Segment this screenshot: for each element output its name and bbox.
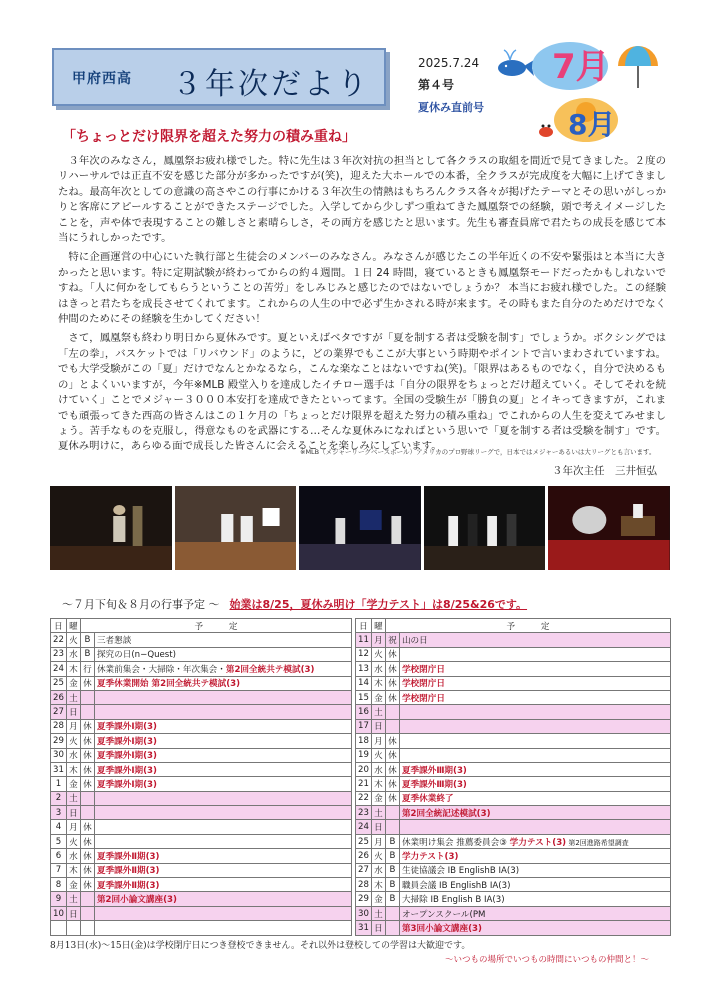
schedule-weekday: 水	[66, 748, 80, 762]
schedule-row	[51, 719, 352, 733]
schedule-row	[51, 878, 352, 892]
schedule-day: 28	[51, 719, 67, 733]
schedule-event	[94, 863, 351, 877]
schedule-day: 1	[51, 777, 67, 791]
col-header-day: 日	[51, 619, 67, 633]
schedule-event	[399, 705, 670, 719]
schedule-event	[399, 921, 670, 935]
schedule-weekday: 月	[66, 820, 80, 834]
schedule-event	[94, 834, 351, 848]
article-paragraph: 特に企画運営の中心にいた執行部と生徒会のメンバーのみなさん。みなさんが感じたこの半年近くの不安や緊張はと本当に大きかったと思います。特に定期試験が終わってからの約４週間。１日 24 時間，寝ているときも鳳凰祭モードだったかもしれないですね。「人に何かをしてもらうということの苦労」をしみじみと感じたのではないでしょうか？ 本当にお疲れ様でした。この経験はきっと君たちを成長させてくれてます。これからの人生の中で必ず生かされる時が来ます。その時もまた自分のためだけでなく仲間のためにその経験を生かしてください！	[58, 251, 666, 326]
schedule-row	[51, 806, 352, 820]
schedule-day: 2	[51, 791, 67, 805]
schedule-event	[94, 777, 351, 791]
schedule-weekday: 金	[371, 791, 385, 805]
schedule-type	[80, 705, 94, 719]
schedule-event	[399, 647, 670, 661]
issue-subtitle: 夏休み直前号	[418, 101, 484, 114]
month-august-label: 8月	[568, 108, 616, 141]
event-highlight: 夏季課外Ⅰ期(3)	[96, 722, 157, 733]
schedule-row	[356, 748, 671, 762]
schedule-weekday: 土	[371, 705, 385, 719]
schedule-row	[356, 892, 671, 906]
schedule-row	[51, 777, 352, 791]
schedule-type: 休	[385, 662, 399, 676]
masthead-banner	[52, 48, 386, 106]
schedule-row	[356, 719, 671, 733]
newsletter-title: ３年次だより	[172, 67, 370, 102]
schedule-day: 30	[356, 906, 372, 920]
event-highlight: 夏季課外Ⅱ期(3)	[96, 851, 160, 862]
schedule-day: 31	[356, 921, 372, 935]
schedule-event	[399, 676, 670, 690]
col-header-plan: 予 定	[385, 619, 670, 633]
event-highlight: 学校閉庁日	[401, 693, 445, 704]
schedule-weekday: 火	[66, 633, 80, 647]
schedule-day: 26	[51, 690, 67, 704]
schedule-row	[51, 705, 352, 719]
schedule-row	[51, 690, 352, 704]
schedule-row	[51, 662, 352, 676]
schedule-event	[399, 806, 670, 820]
whale-icon	[498, 50, 534, 76]
event-highlight: 夏季休業開始 第2回全統共テ模試(3)	[96, 679, 241, 690]
event-text: 大掃除 IB English B IA(3)	[401, 895, 505, 906]
event-highlight: 夏季課外Ⅰ期(3)	[96, 736, 157, 747]
schedule-weekday: 土	[371, 906, 385, 920]
stage-photo	[299, 486, 421, 570]
schedule-row	[51, 647, 352, 661]
schedule-row	[356, 690, 671, 704]
schedule-weekday: 月	[371, 633, 385, 647]
schedule-event	[399, 820, 670, 834]
schedule-type	[80, 806, 94, 820]
event-highlight: 第2回全統共テ模試(3)	[225, 664, 315, 675]
closure-notice: 8月13日(水)～15日(金)は学校閉庁日につき登校できません。それ以外は登校しての学習は大歓迎です。	[50, 941, 471, 951]
schedule-event	[94, 690, 351, 704]
schedule-day: 23	[51, 647, 67, 661]
schedule-day: 14	[356, 676, 372, 690]
schedule-row	[356, 633, 671, 647]
event-extra: 第2回進路希望調査	[566, 838, 629, 847]
schedule-day: 24	[356, 820, 372, 834]
crab-icon	[539, 125, 553, 138]
schedule-type	[80, 791, 94, 805]
schedule-type: 休	[385, 734, 399, 748]
schedule-weekday: 火	[371, 647, 385, 661]
stage-photo	[175, 486, 297, 570]
schedule-event	[94, 719, 351, 733]
schedule-weekday: 火	[66, 734, 80, 748]
schedule-event	[94, 762, 351, 776]
schedule-row	[51, 921, 352, 935]
stage-photo	[424, 486, 546, 570]
schedule-type: 休	[385, 647, 399, 661]
photo-strip	[50, 486, 670, 570]
schedule-event	[94, 647, 351, 661]
stage-photo	[50, 486, 172, 570]
article-paragraph: さて，鳳凰祭も終わり明日から夏休みです。夏といえばベタですが「夏を制する者は受験を制す」でしょうか。ボクシングでは「左の拳」，バスケットでは「リバウンド」のように，どの業界でもここが大事という時期やポイントで言いまわされていますね。でも大学受験がこの「夏」だけでなんとかなるなら，こんな楽なことはないですね(笑)。「限界はあるものでなく，自分で決めるもの」とよくいいますが，今年※MLB 殿堂入りを達成したイチロー選手は「自分の限界をちょっとだけ超えていく。そしてそれを続けていく」ことでメジャー３０００本安打を達成できたといってます。全国の受験生が「勝負の夏」とイキってきますが，これまでも頑張ってきた西高の皆さんはこの１ケ月の「ちょっとだけ限界を超えた努力の積み重ね」でこれからの人生を変えてみせましょう。苦手なものを克服し，得意なものを武器にする…そんな夏休みになればという思いで「夏を制する者は受験を制す」です。夏休み明けに，あらゆる面で成長した皆さんに会えることを楽しみにしています。	[58, 332, 666, 453]
schedule-weekday: 日	[371, 921, 385, 935]
schedule-type: B	[385, 849, 399, 863]
schedule-type: 休	[385, 690, 399, 704]
schedule-type	[385, 906, 399, 920]
issue-date: 2025.7.24	[418, 56, 480, 70]
event-highlight: 第3回小論文講座(3)	[401, 923, 482, 934]
schedule-weekday: 金	[371, 892, 385, 906]
schedule-emphasis: 始業は8/25，夏休み明け「学力テスト」は8/25&26です。	[229, 598, 528, 611]
schedule-row	[51, 892, 352, 906]
schedule-row	[356, 878, 671, 892]
schedule-day: 26	[356, 849, 372, 863]
schedule-row	[51, 849, 352, 863]
schedule-day: 9	[51, 892, 67, 906]
event-highlight: 夏季課外Ⅲ期(3)	[401, 779, 467, 790]
schedule-row	[356, 734, 671, 748]
schedule-event	[94, 849, 351, 863]
schedule-type: B	[385, 892, 399, 906]
schedule-event	[399, 849, 670, 863]
event-highlight: 第2回小論文講座(3)	[96, 895, 177, 906]
event-highlight: 夏季休業終了	[401, 794, 454, 805]
event-highlight: 夏季課外Ⅱ期(3)	[96, 880, 160, 891]
schedule-day: 12	[356, 647, 372, 661]
event-text: 休業明け集会 推薦委員会③	[401, 837, 510, 848]
schedule-weekday: 水	[371, 662, 385, 676]
schedule-event	[94, 705, 351, 719]
schedule-weekday: 木	[66, 662, 80, 676]
schedule-day: 17	[356, 719, 372, 733]
schedule-weekday: 木	[66, 863, 80, 877]
schedule-event	[399, 762, 670, 776]
event-text: オープンスクール(PM	[401, 909, 486, 920]
school-name: 甲府西高	[72, 71, 132, 87]
schedule-type	[385, 705, 399, 719]
schedule-event	[399, 791, 670, 805]
schedule-table-left	[50, 618, 352, 936]
schedule-day: 4	[51, 820, 67, 834]
col-header-plan: 予 定	[80, 619, 351, 633]
event-highlight: 学力テスト(3)	[509, 837, 567, 848]
schedule-row	[51, 734, 352, 748]
schedule-type: 休	[385, 748, 399, 762]
schedule-weekday: 木	[371, 676, 385, 690]
schedule-day: 18	[356, 734, 372, 748]
schedule-event	[399, 719, 670, 733]
schedule-day: 20	[356, 762, 372, 776]
schedule-weekday: 水	[66, 849, 80, 863]
schedule-type: 休	[385, 676, 399, 690]
schedule-row	[51, 676, 352, 690]
signature: ３年次主任 三井恒弘	[552, 465, 657, 477]
schedule-event	[399, 878, 670, 892]
stage-photo	[548, 486, 670, 570]
parasol-icon	[618, 46, 658, 88]
schedule-day: 13	[356, 662, 372, 676]
schedule-row	[51, 762, 352, 776]
schedule-type: 休	[80, 863, 94, 877]
schedule-row	[356, 820, 671, 834]
schedule-day: 16	[356, 705, 372, 719]
schedule-weekday: 水	[66, 647, 80, 661]
event-highlight: 学校閉庁日	[401, 679, 445, 690]
schedule-type: 休	[80, 834, 94, 848]
schedule-type	[385, 921, 399, 935]
schedule-day: 27	[356, 863, 372, 877]
event-text: 三者懇談	[96, 636, 132, 647]
event-text: 職員会議 IB EnglishB IA(3)	[401, 880, 511, 891]
schedule-row	[51, 748, 352, 762]
schedule-day: 24	[51, 662, 67, 676]
schedule-event	[399, 834, 670, 848]
closing-slogan: ～いつもの場所でいつもの時間にいつもの仲間と！～	[444, 955, 649, 965]
schedule-weekday: 日	[66, 705, 80, 719]
schedule-weekday: 日	[371, 820, 385, 834]
schedule-weekday: 月	[371, 834, 385, 848]
schedule-weekday: 土	[371, 806, 385, 820]
schedule-day: 22	[356, 791, 372, 805]
schedule-row	[51, 633, 352, 647]
col-header-day: 日	[356, 619, 372, 633]
schedule-row	[51, 863, 352, 877]
schedule-row	[356, 863, 671, 877]
schedule-day: 29	[51, 734, 67, 748]
schedule-day: 29	[356, 892, 372, 906]
schedule-event	[399, 892, 670, 906]
schedule-weekday: 火	[66, 834, 80, 848]
col-header-weekday: 曜	[371, 619, 385, 633]
schedule-row	[51, 834, 352, 848]
event-text: 山の日	[401, 636, 428, 647]
schedule-event	[399, 633, 670, 647]
schedule-type: 休	[80, 777, 94, 791]
schedule-event	[94, 748, 351, 762]
schedule-type	[385, 719, 399, 733]
schedule-weekday: 土	[66, 791, 80, 805]
article-headline: 「ちょっとだけ限界を超えた努力の積み重ね」	[62, 129, 356, 145]
schedule-row	[356, 921, 671, 935]
schedule-day: 10	[51, 906, 67, 920]
schedule-weekday: 土	[66, 690, 80, 704]
schedule-event	[94, 878, 351, 892]
schedule-event	[399, 734, 670, 748]
schedule-row	[356, 762, 671, 776]
event-highlight: 夏季課外Ⅰ期(3)	[96, 779, 157, 790]
schedule-type: 休	[80, 748, 94, 762]
schedule-weekday: 水	[371, 762, 385, 776]
schedule-type: B	[385, 834, 399, 848]
schedule-weekday: 日	[66, 906, 80, 920]
schedule-day: 3	[51, 806, 67, 820]
schedule-event	[399, 748, 670, 762]
schedule-row	[356, 676, 671, 690]
schedule-table-right	[355, 618, 671, 936]
schedule-type: 休	[80, 849, 94, 863]
schedule-row	[51, 906, 352, 920]
event-highlight: 夏季課外Ⅰ期(3)	[96, 765, 157, 776]
schedule-event	[399, 662, 670, 676]
schedule-row	[356, 777, 671, 791]
schedule-row	[356, 906, 671, 920]
schedule-type: 休	[80, 719, 94, 733]
schedule-day: 27	[51, 705, 67, 719]
schedule-event	[94, 662, 351, 676]
schedule-day: 7	[51, 863, 67, 877]
schedule-weekday: 金	[66, 878, 80, 892]
schedule-event	[94, 806, 351, 820]
month-july-label: 7月	[552, 47, 610, 87]
schedule-day: 30	[51, 748, 67, 762]
schedule-row	[356, 849, 671, 863]
schedule-row	[356, 834, 671, 848]
schedule-type: 休	[80, 676, 94, 690]
schedule-day: 25	[356, 834, 372, 848]
footnote-mlb: ※MLB（メジャーリーグベースボール）アメリカのプロ野球リーグで，日本ではメジャーあるいは大リーグとも言います。	[300, 448, 656, 456]
schedule-day: 15	[356, 690, 372, 704]
schedule-weekday: 月	[66, 719, 80, 733]
schedule-weekday: 火	[371, 748, 385, 762]
article-body	[58, 154, 666, 459]
schedule-weekday: 木	[371, 777, 385, 791]
schedule-type: B	[80, 647, 94, 661]
schedule-row	[356, 791, 671, 805]
event-highlight: 夏季課外Ⅱ期(3)	[96, 866, 160, 877]
month-decoration	[490, 36, 660, 146]
schedule-type	[80, 690, 94, 704]
event-highlight: 夏季課外Ⅲ期(3)	[401, 765, 467, 776]
issue-number: 第４号	[418, 78, 455, 92]
schedule-event	[94, 921, 351, 935]
schedule-type	[80, 892, 94, 906]
schedule-row	[356, 647, 671, 661]
schedule-day: 6	[51, 849, 67, 863]
event-text: 生徒協議会 IB EnglishB IA(3)	[401, 866, 520, 877]
schedule-weekday: 金	[66, 777, 80, 791]
schedule-day: 21	[356, 777, 372, 791]
schedule-type: B	[80, 633, 94, 647]
schedule-event	[94, 892, 351, 906]
schedule-row	[356, 705, 671, 719]
schedule-event	[94, 734, 351, 748]
schedule-title: ～７月下旬＆８月の行事予定 ～	[62, 598, 220, 611]
schedule-type	[385, 806, 399, 820]
event-highlight: 夏季課外Ⅰ期(3)	[96, 751, 157, 762]
event-text: 探究の日(n−Quest)	[96, 650, 177, 661]
schedule-event	[94, 676, 351, 690]
schedule-day: 31	[51, 762, 67, 776]
event-highlight: 第2回全統記述模試(3)	[401, 808, 491, 819]
event-highlight: 学校閉庁日	[401, 664, 445, 675]
schedule-event	[94, 633, 351, 647]
schedule-weekday: 日	[371, 719, 385, 733]
schedule-day: 8	[51, 878, 67, 892]
schedule-event	[399, 863, 670, 877]
event-highlight: 学力テスト(3)	[401, 851, 459, 862]
schedule-type: 行	[80, 662, 94, 676]
schedule-weekday	[66, 921, 80, 935]
schedule-type: 休	[385, 791, 399, 805]
schedule-row	[356, 662, 671, 676]
schedule-day: 25	[51, 676, 67, 690]
event-text: 休業前集会・大掃除・年次集会・	[96, 664, 226, 675]
schedule-type: 休	[385, 762, 399, 776]
schedule-day: 19	[356, 748, 372, 762]
schedule-event	[94, 791, 351, 805]
schedule-row	[356, 806, 671, 820]
schedule-weekday: 金	[66, 676, 80, 690]
col-header-weekday: 曜	[66, 619, 80, 633]
schedule-type: 休	[80, 734, 94, 748]
schedule-type: 休	[80, 820, 94, 834]
schedule-type: 祝	[385, 633, 399, 647]
schedule-day: 5	[51, 834, 67, 848]
schedule-type	[80, 906, 94, 920]
schedule-day: 22	[51, 633, 67, 647]
schedule-row	[51, 791, 352, 805]
schedule-day: 28	[356, 878, 372, 892]
schedule-day	[51, 921, 67, 935]
schedule-type	[385, 820, 399, 834]
schedule-event	[399, 777, 670, 791]
schedule-weekday: 土	[66, 892, 80, 906]
schedule-type: 休	[385, 777, 399, 791]
schedule-weekday: 水	[371, 863, 385, 877]
schedule-type	[80, 921, 94, 935]
schedule-weekday: 金	[371, 690, 385, 704]
schedule-event	[94, 906, 351, 920]
schedule-weekday: 木	[66, 762, 80, 776]
schedule-event	[399, 690, 670, 704]
schedule-type: B	[385, 863, 399, 877]
schedule-weekday: 火	[371, 849, 385, 863]
article-paragraph: ３年次のみなさん，鳳凰祭お疲れ様でした。特に先生は３年次対抗の担当として各クラスの取組を間近で見てきました。２度のリハーサルでは正直不安を感じた部分が多かったですが(笑)，迎えた大ホールでの本番，全クラスが完成度を大幅に上げてきましたね。最高年次としての意識の高さやこの行事にかける３年次生の情熱はもちろんクラス各々が掲げたテーマとその思いがしっかりと客席にアピールすることができたステージでした。入学してから少しずつ重ねてきた鳳凰祭での経験，頭で考えイメージしたことを，声や体で表現することの難しさと素晴らしさ，その両方を感じたと思います。先生も審査員席で君たちの成長を感じて本当にうれしかったです。	[58, 155, 666, 245]
schedule-header	[62, 596, 527, 612]
schedule-event	[94, 820, 351, 834]
schedule-event	[399, 906, 670, 920]
schedule-weekday: 月	[371, 734, 385, 748]
schedule-weekday: 木	[371, 878, 385, 892]
schedule-day: 11	[356, 633, 372, 647]
schedule-type: 休	[80, 762, 94, 776]
schedule-weekday: 日	[66, 806, 80, 820]
schedule-type: 休	[80, 878, 94, 892]
schedule-day: 23	[356, 806, 372, 820]
schedule-row	[51, 820, 352, 834]
schedule-type: B	[385, 878, 399, 892]
